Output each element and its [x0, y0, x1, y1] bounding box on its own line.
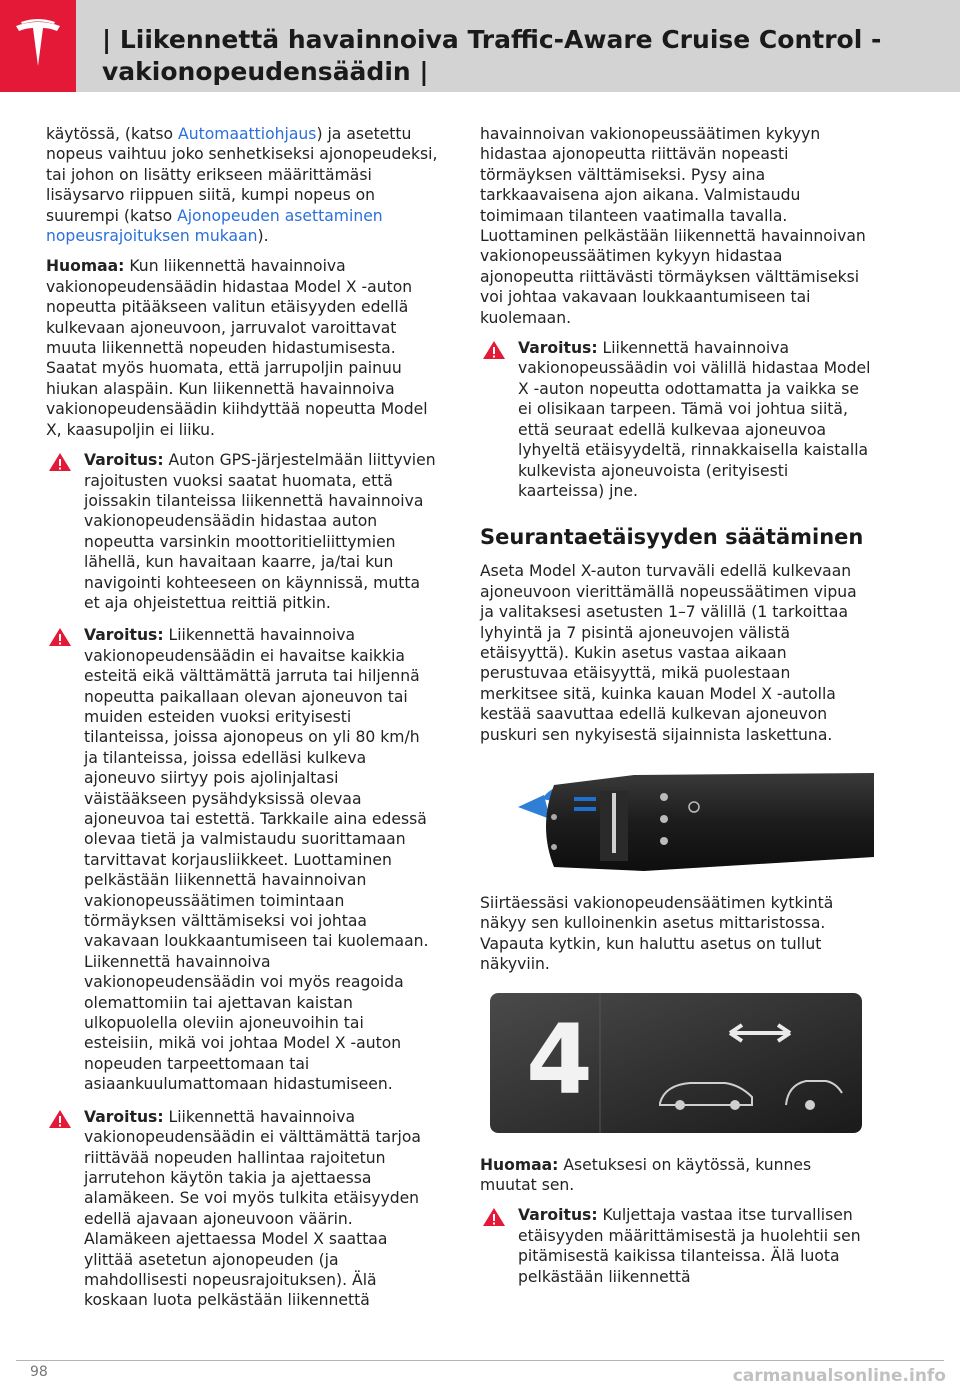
left-column [46, 124, 438, 1323]
warning-label: Varoitus: [84, 626, 164, 645]
warning-block [46, 450, 438, 613]
continued-paragraph: havainnoivan vakionopeussäätimen kykyyn hidastaa ajonopeutta riittävän nopeasti törmäyksen välttämiseksi. Pysy aina tarkkaavaisena ajon aikana. Valmistaudu toimimaan tilanteen vaatimalla tavalla. Luottaminen pelkästään liikennettä havainnoivan vakionopeussäätimen kykyyn hidastaa ajonopeutta riittävästi törmäyksen välttämiseksi voi johtaa vakavaan loukkaantumiseen tai kuolemaan. [480, 125, 866, 327]
page-number: 98 [30, 1364, 48, 1380]
warning-block [480, 338, 872, 501]
text-run: ). [257, 227, 269, 246]
note-text: Kun liikennettä havainnoiva vakionopeudensäädin hidastaa Model X -auton nopeutta pitääkseen valitun etäisyyden edellä kulkevaan ajoneuvoon, jarruvalot varoittavat muuta liikennettä nopeuden hidastumisesta. Saatat myös huomata, että jarrupoljin painuu hiukan alaspäin. Kun liikennettä havainnoiva vakionopeudensäädin kiihdyttää nopeutta Model X, kaasupoljin ei liiku. [46, 257, 428, 439]
warning-block [46, 625, 438, 1094]
cruise-stalk-icon [514, 767, 874, 875]
right-column [480, 124, 872, 1299]
warning-label: Varoitus: [84, 1107, 164, 1126]
tesla-logo [0, 0, 76, 92]
after-image-paragraph: Siirtäessäsi vakionopeudensäätimen kytkintä näkyy sen kulloinenkin asetus mittaristossa. Vapauta kytkin, kun haluttu asetus on tullut näkyviin. [480, 893, 834, 974]
warning-label: Varoitus: [518, 1206, 598, 1225]
section-title: Seurantaetäisyyden säätäminen [480, 525, 864, 550]
warning-block [480, 1205, 872, 1287]
distance-setting-value: 4 [526, 1003, 593, 1116]
page-header [0, 0, 960, 92]
warning-text: Kuljettaja vastaa itse turvallisen etäisyyden määrittämisestä ja huolehtii sen pitämisestä kaikissa tilanteissa. Älä luota pelkästään liikennettä [518, 1206, 861, 1286]
note-paragraph [46, 256, 438, 440]
watermark: carmanualsonline.info [732, 1366, 946, 1386]
warning-block [46, 1107, 438, 1311]
link-automaattiohjaus[interactable]: Automaattiohjaus [178, 125, 317, 143]
warning-text: Liikennettä havainnoiva vakionopeudensäädin ei välttämättä tarjoa riittävää nopeuden hallintaa rajoitetun jarrutehon käytön takia ja ajettaessa alamäkeen. Se voi myös tulkita etäisyyden edellä ajavaan ajoneuvoon väärin. Alamäkeen ajettaessa Model X saattaa ylittää asetetun ajonopeuden (ja mahdollisesti nopeusrajoituksen). Älä koskaan luota pelkästään liikennettä [84, 1107, 421, 1310]
warning-label: Varoitus: [518, 339, 598, 358]
warning-text: Liikennettä havainnoiva vakionopeussäädin voi välillä hidastaa Model X -auton nopeutta odottamatta ja vaikka se ei olisikaan tarpeen. Tämä voi johtua siitä, että seuraat edellä kulkevaa ajoneuvoa lyhyeltä etäisyydeltä, rinnakkaisella kaistalla kulkevista ajoneuvoista (erityisesti kaarteissa) jne. [518, 339, 871, 500]
intro-paragraph [46, 124, 438, 246]
text-run: ) ja asetettu nopeus vaihtuu joko senhetkiseksi ajonopeudeksi, tai johon on lisätty erikseen määrittämäsi lisäysarvo riippuen siitä, kumpi nopeus on suurempi (katso [46, 125, 438, 225]
text-run: käytössä, (katso [46, 125, 179, 143]
link-ajonopeuden-asettaminen[interactable]: Ajonopeuden asettaminen nopeusrajoituksen mukaan [46, 206, 383, 246]
instrument-cluster-display [490, 993, 862, 1133]
warning-triangle-icon [48, 1109, 72, 1129]
page-title: | Liikennettä havainnoiva Traffic-Aware Cruise Control - vakionopeudensäädin | [102, 25, 882, 86]
warning-triangle-icon [48, 452, 72, 472]
note-text: Asetuksesi on käytössä, kunnes muutat sen. [480, 1155, 812, 1194]
cruise-stalk-illustration [514, 767, 874, 875]
footer-divider [16, 1360, 944, 1361]
warning-triangle-icon [48, 627, 72, 647]
note-label: Huomaa: [480, 1155, 559, 1174]
tesla-logo-icon [12, 18, 64, 74]
warning-text: Auton GPS-järjestelmään liittyvien rajoitusten vuoksi saatat huomata, että joissakin tilanteissa liikennettä havainnoiva vakionopeudensäädin hidastaa auton nopeutta varsinkin moottoritieliittymien lähellä, kun havaitaan kaarre, ja/tai kun navigointi kohteeseen on käynnissä, mutta et aja ohjeistettua reittiä pitkin. [84, 451, 436, 612]
warning-triangle-icon [482, 1207, 506, 1227]
warning-triangle-icon [482, 340, 506, 360]
note-paragraph [480, 1155, 872, 1196]
section-paragraph: Aseta Model X-auton turvaväli edellä kulkevaan ajoneuvoon vierittämällä nopeussäätimen vipua ja valitaksesi asetusten 1–7 välillä (1 tarkoittaa lyhyintä ja 7 pisintä ajoneuvojen välistä etäisyyttä). Kukin asetus vastaa aikaan perustuvaa etäisyyttä, mikä puolestaan merkitsee sitä, kuinka kauan Model X -autolla kestää saavuttaa edellä kulkevan ajoneuvon puskuri sen nykyisestä sijainnista laskettuna. [480, 562, 857, 744]
note-label: Huomaa: [46, 257, 125, 276]
warning-label: Varoitus: [84, 451, 164, 470]
warning-text: Liikennettä havainnoiva vakionopeudensäädin ei havaitse kaikkia esteitä eikä välttämättä jarruta tai hiljennä nopeutta paikallaan olevan ajoneuvon tai muiden esteiden vuoksi erityisesti tilanteissa, joissa ajonopeus on yli 80 km/h ja tilanteissa, joissa edelläsi kulkeva ajoneuvo siirtyy pois ajolinjaltasi väistääkseen pysähdyksissä olevaa ajoneuvoa tai estettä. Tarkkaile aina edessä olevaa tietä ja valmistaudu suorittamaan tarvittavat korjausliikkeet. Luottaminen pelkästään liikennettä havainnoivan vakionopeussäätimen toimintaan törmäyksen välttämiseksi voi johtaa vakavaan loukkaantumiseen tai kuolemaan. Liikennettä havainnoiva vakionopeudensäädin voi myös reagoida olemattomiin tai ajettavan kaistan ulkopuolella oleviin ajoneuvoihin tai esteisiin, mikä voi johtaa Model X -auton nopeuden tarpeettomaan tai asiaankuulumattomaan hidastumiseen. [84, 626, 429, 1094]
